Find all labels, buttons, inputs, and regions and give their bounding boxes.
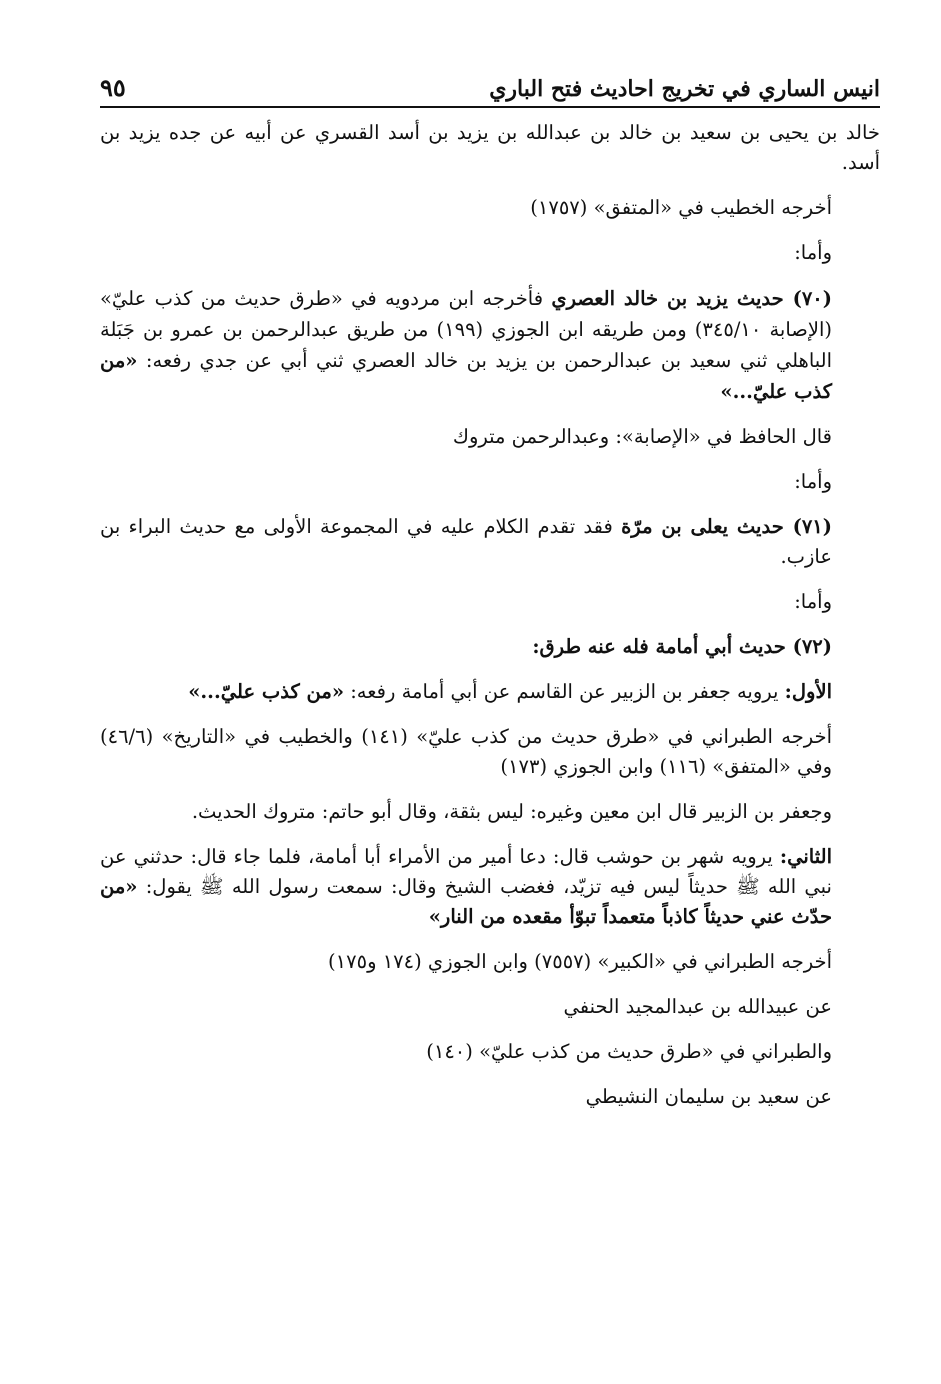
- paragraph-14: [100, 947, 880, 977]
- hadith-70-heading: (٧٠) حديث يزيد بن خالد العصري: [551, 287, 832, 310]
- paragraph-3-text: وأما:: [794, 241, 832, 264]
- hadith-72-heading: (٧٢) حديث أبي أمامة فله عنه طرق:: [532, 635, 832, 658]
- paragraph-17-text: عن سعيد بن سليمان النشيطي: [585, 1085, 832, 1108]
- paragraph-16: [100, 1037, 880, 1067]
- second-route-label: الثاني:: [779, 845, 832, 868]
- hadith-71-heading: (٧١) حديث يعلى بن مرّة: [621, 515, 833, 538]
- paragraph-6-text: وأما:: [794, 470, 832, 493]
- paragraph-16-text: والطبراني في «طرق حديث من كذب عليّ» (١٤٠): [426, 1040, 832, 1063]
- paragraph-5-text: قال الحافظ في «الإصابة»: وعبدالرحمن متروك: [452, 425, 832, 448]
- paragraph-3: [100, 238, 880, 268]
- paragraph-7-text: فقد تقدم الكلام عليه في المجموعة الأولى مع حديث البراء بن عازب.: [100, 515, 832, 568]
- paragraph-6: [100, 467, 880, 497]
- paragraph-10-text: يرويه جعفر بن الزبير عن القاسم عن أبي أمامة رفعه:: [344, 680, 785, 703]
- page-number: ٩٥: [100, 73, 126, 102]
- paragraph-15-text: عن عبيدالله بن عبدالمجيد الحنفي: [563, 995, 832, 1018]
- page-body: [100, 118, 880, 1127]
- paragraph-13-text: يرويه شهر بن حوشب قال: دعا أمير من الأمراء أبا أمامة، فلما جاء قال: حدثني عن نبي الله ﷺ حديثاً ليس فيه تزيّد، فغضب الشيخ وقال: سمعت رسول الله ﷺ يقول:: [100, 845, 832, 898]
- paragraph-14-text: أخرجه الطبراني في «الكبير» (٧٥٥٧) وابن الجوزي (١٧٤ و١٧٥): [328, 950, 832, 973]
- paragraph-5: [100, 422, 880, 452]
- paragraph-11-text: أخرجه الطبراني في «طرق حديث من كذب عليّ» (١٤١) والخطيب في «التاريخ» (٤٦/٦) وفي «المتفق» (١١٦) وابن الجوزي (١٧٣): [100, 725, 832, 778]
- paragraph-17: [100, 1082, 880, 1112]
- paragraph-2-text: أخرجه الخطيب في «المتفق» (١٧٥٧): [530, 196, 832, 219]
- paragraph-12-text: وجعفر بن الزبير قال ابن معين وغيره: ليس بثقة، وقال أبو حاتم: متروك الحديث.: [191, 800, 832, 823]
- paragraph-12: [100, 797, 880, 827]
- paragraph-2: [100, 193, 880, 223]
- first-route-quote: «من كذب عليّ...»: [188, 680, 345, 703]
- paragraph-1-text: خالد بن يحيى بن سعيد بن خالد بن عبدالله بن يزيد بن أسد القسري عن أبيه عن جده يزيد بن أسد.: [100, 121, 880, 174]
- paragraph-11: [100, 722, 880, 782]
- first-route-label: الأول:: [784, 680, 832, 703]
- paragraph-1: [100, 118, 880, 178]
- paragraph-4: [100, 283, 880, 407]
- second-route-quote: «من حدّث عني حديثاً كاذباً متعمداً تبوّأ مقعده من النار»: [100, 875, 832, 928]
- paragraph-13: [100, 842, 880, 932]
- paragraph-7: [100, 512, 880, 572]
- page-header: [100, 62, 880, 108]
- hadith-70-quote: «من كذب عليّ...»: [100, 349, 832, 403]
- running-title: انيس الساري في تخريج احاديث فتح الباري: [489, 76, 880, 102]
- paragraph-15: [100, 992, 880, 1022]
- paragraph-8: [100, 587, 880, 617]
- paragraph-10: [100, 677, 880, 707]
- paragraph-8-text: وأما:: [794, 590, 832, 613]
- paragraph-4-text: فأخرجه ابن مردويه في «طرق حديث من كذب عليّ» (الإصابة ٣٤٥/١٠) ومن طريقه ابن الجوزي (١٩٩) من طريق عبدالرحمن بن عمرو بن جَبَلة الباهلي ثني سعيد بن عبدالرحمن بن يزيد بن خالد العصري ثني أبي عن جدي رفعه:: [100, 287, 832, 372]
- paragraph-9: [100, 632, 880, 662]
